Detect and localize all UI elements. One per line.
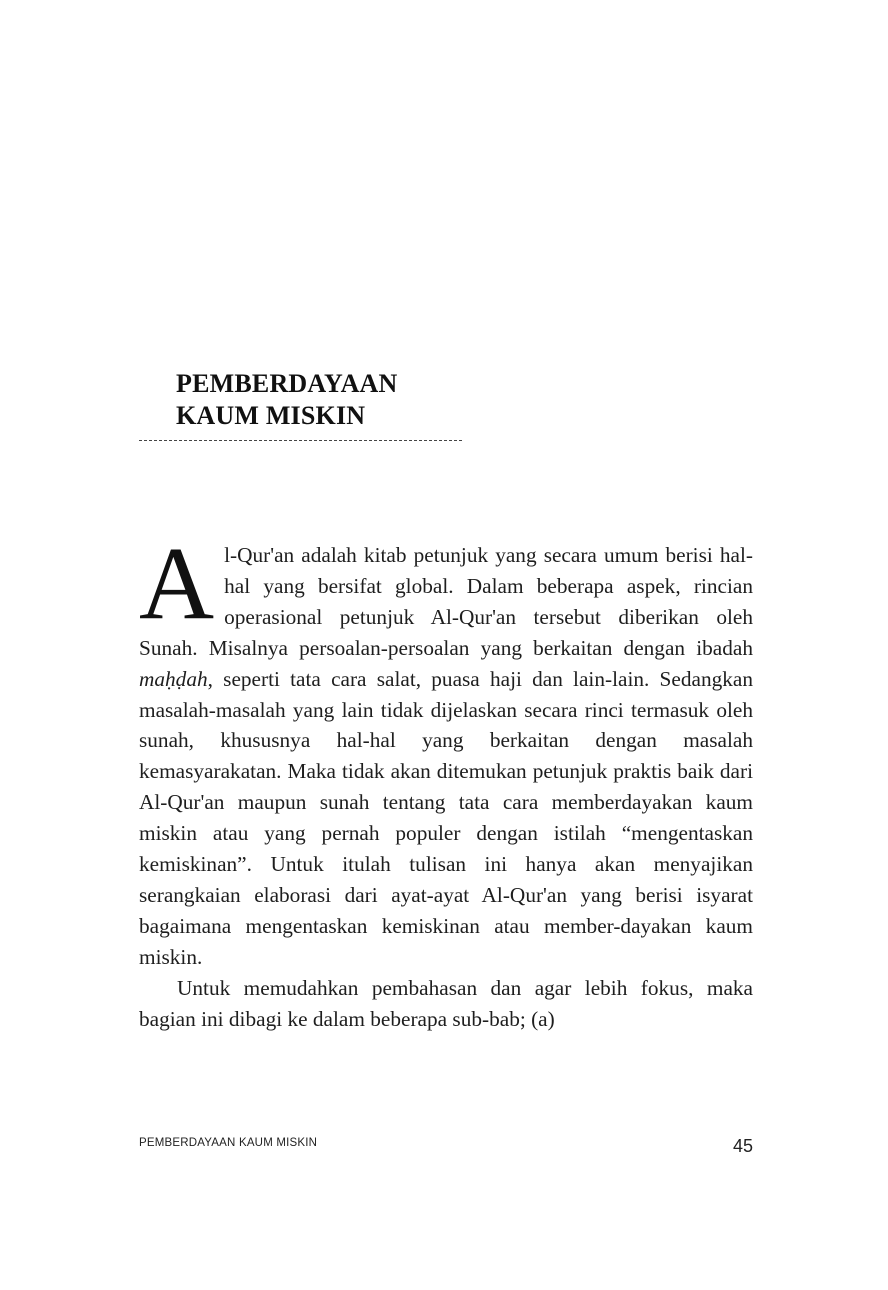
body-text (139, 526, 753, 1035)
italic-term: maḥḍah (139, 666, 208, 691)
drop-cap: A (139, 526, 215, 641)
running-footer-title: PEMBERDAYAAN KAUM MISKIN (139, 1137, 318, 1149)
paragraph-2: Untuk memudahkan pembahasan dan agar lebih fokus, maka bagian ini dibagi ke dalam beberapa sub-bab; (a) (139, 975, 753, 1031)
page-number: 45 (732, 1136, 753, 1156)
paragraph-1-text-b: , seperti tata cara salat, puasa haji dan lain-lain. Sedangkan masalah-masalah yang lain tidak dijelaskan secara rinci termasuk oleh sunah, khususnya hal-hal yang berkaitan dengan masalah kemasyarakatan. Maka tidak akan ditemukan petunjuk praktis baik dari Al-Qur'an maupun sunah tentang tata cara memberdayakan kaum miskin atau yang pernah populer dengan istilah “mengentaskan kemiskinan”. Untuk itulah tulisan ini hanya akan menyajikan serangkaian elaborasi dari ayat-ayat Al-Qur'an yang berisi isyarat bagaimana mengentaskan kemiskinan atau member-dayakan kaum miskin. (139, 666, 753, 969)
title-divider (139, 440, 462, 441)
chapter-title (176, 368, 398, 432)
chapter-title-line-1: PEMBERDAYAAN (176, 369, 398, 398)
chapter-title-line-2: KAUM MISKIN (176, 401, 366, 430)
paragraph-1 (139, 526, 753, 973)
paragraph-1-text-a: l-Qur'an adalah kitab petunjuk yang secara umum berisi hal-hal yang bersifat global. Dalam beberapa aspek, rincian operasional petunjuk Al-Qur'an tersebut diberikan oleh Sunah. Misalnya persoalan-persoalan yang berkaitan dengan ibadah (139, 543, 753, 660)
